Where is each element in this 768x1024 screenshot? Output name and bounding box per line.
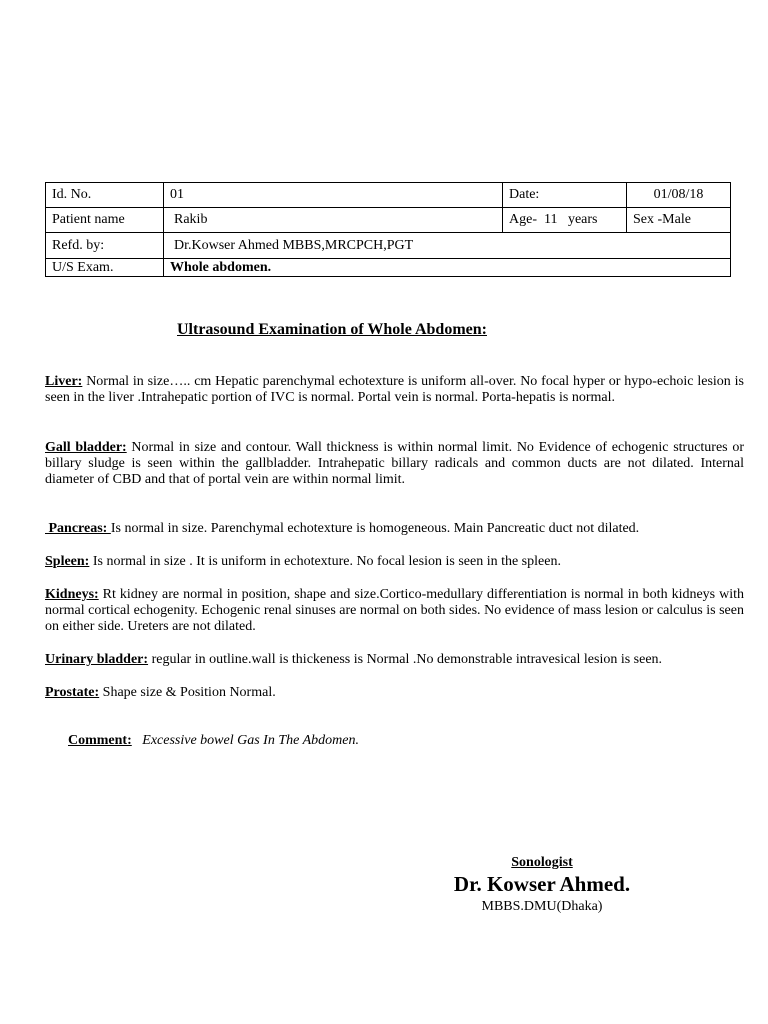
id-value: 01	[164, 183, 503, 208]
table-row	[46, 259, 731, 277]
gall-bladder-heading: Gall bladder:	[45, 440, 127, 455]
prostate-text: Shape size & Position Normal.	[99, 685, 276, 700]
kidneys-heading: Kidneys:	[45, 587, 99, 602]
gall-bladder-finding	[45, 440, 744, 488]
exam-value: Whole abdomen.	[164, 259, 731, 277]
signature-name: Dr. Kowser Ahmed.	[453, 872, 631, 896]
comment	[68, 733, 359, 749]
age-value: Age- 11 years	[503, 208, 627, 233]
refd-by-value: Dr.Kowser Ahmed MBBS,MRCPCH,PGT	[164, 233, 731, 259]
sex-value: Sex -Male	[627, 208, 731, 233]
kidneys-text: Rt kidney are normal in position, shape and size.Cortico-medullary differentiation is normal in both kidneys with normal cortical echogenity. Echogenic renal sinuses are normal on both sides. No evidence of mass lesion or calculus is seen on either side. Ureters are not dilated.	[45, 587, 744, 634]
urinary-bladder-heading: Urinary bladder:	[45, 652, 149, 667]
signature-role: Sonologist	[511, 855, 573, 870]
id-label: Id. No.	[46, 183, 164, 208]
urinary-bladder-finding	[45, 652, 744, 668]
signature-degree: MBBS.DMU(Dhaka)	[481, 899, 603, 914]
comment-value: Excessive bowel Gas In The Abdomen.	[142, 733, 359, 748]
pancreas-heading: Pancreas:	[45, 521, 111, 536]
prostate-finding	[45, 685, 744, 701]
kidneys-finding	[45, 587, 744, 635]
pancreas-text: Is normal in size. Parenchymal echotexture is homogeneous. Main Pancreatic duct not dilated.	[110, 521, 640, 536]
liver-text: Normal in size….. cm Hepatic parenchymal echotexture is uniform all-over. No focal hyper or hypo-echoic lesion is seen in the liver .Intrahepatic portion of IVC is normal. Portal vein is normal. Porta-hepatis is normal.	[45, 374, 744, 405]
spleen-finding	[45, 554, 744, 570]
comment-label: Comment:	[68, 733, 132, 748]
date-label: Date:	[503, 183, 627, 208]
report-title: Ultrasound Examination of Whole Abdomen:	[177, 321, 487, 338]
patient-name-label: Patient name	[46, 208, 164, 233]
urinary-bladder-text: regular in outline.wall is thickeness is Normal .No demonstrable intravesical lesion is seen.	[148, 652, 663, 667]
table-row	[46, 183, 731, 208]
pancreas-finding	[45, 521, 744, 537]
exam-label: U/S Exam.	[46, 259, 164, 277]
patient-name-value: Rakib	[164, 208, 503, 233]
liver-heading: Liver:	[45, 374, 83, 389]
date-value: 01/08/18	[627, 183, 731, 208]
patient-info-table	[45, 182, 731, 277]
table-row	[46, 233, 731, 259]
spleen-text: Is normal in size . It is uniform in echotexture. No focal lesion is seen in the spleen.	[89, 554, 561, 569]
spleen-heading: Spleen:	[45, 554, 90, 569]
refd-by-label: Refd. by:	[46, 233, 164, 259]
prostate-heading: Prostate:	[45, 685, 100, 700]
gall-bladder-text: Normal in size and contour. Wall thickness is within normal limit. No Evidence of echogenic structures or billary sludge is seen within the gallbladder. Intrahepatic billary radicals and common ducts are not dilated. Internal diameter of CBD and that of portal vein are within normal limit.	[45, 440, 744, 487]
table-row	[46, 208, 731, 233]
liver-finding	[45, 374, 744, 406]
